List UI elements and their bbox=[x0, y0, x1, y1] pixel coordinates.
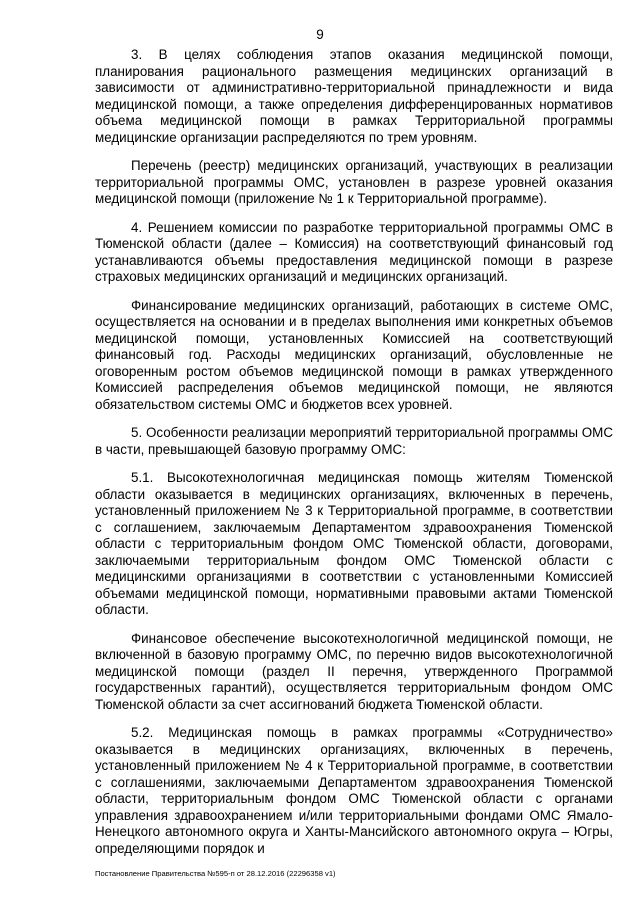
page-number: 9 bbox=[316, 27, 324, 42]
document-footer: Постановление Правительства №595-п от 28.12.2016 (22296358 v1) bbox=[95, 869, 336, 878]
paragraph-registry: Перечень (реестр) медицинских организаций, участвующих в реализации территориальной программы ОМС, установлен в разрезе уровней оказания медицинской помощи (приложение № 1 к Территориальной программе). bbox=[95, 158, 613, 206]
paragraph-financing: Финансирование медицинских организаций, работающих в системе ОМС, осуществляется на основании и в пределах выполнения ими конкретных объемов медицинской помощи, установленных Комиссией на соответствующий финансовый год. Расходы медицинских организаций, обусловленные не оговоренным ростом объемов медицинской помощи в рамках утвержденного Комиссией распределения объемов медицинской помощи, не являются обязательством системы ОМС и бюджетов всех уровней. bbox=[95, 297, 613, 412]
paragraph-high-tech-financing: Финансовое обеспечение высокотехнологичной медицинской помощи, не включенной в базовую программу ОМС, по перечню видов высокотехнологичной медицинской помощи (раздел II перечня, утвержденного Программой государственных гарантий), осуществляется территориальным фондом ОМС Тюменской области за счет ассигнований бюджета Тюменской области. bbox=[95, 630, 613, 712]
document-body bbox=[95, 47, 613, 869]
paragraph-4-commission: 4. Решением комиссии по разработке территориальной программы ОМС в Тюменской области (далее – Комиссия) на соответствующий финансовый год устанавливаются объемы предоставления медицинской помощи в разрезе страховых медицинских организаций и медицинских организаций. bbox=[95, 219, 613, 284]
paragraph-3-levels: 3. В целях соблюдения этапов оказания медицинской помощи, планирования рационального размещения медицинских организаций в зависимости от административно-территориальной принадлежности и вида медицинской помощи, а также определения дифференцированных нормативов объема медицинской помощи в рамках Территориальной программы медицинские организации распределяются по трем уровням. bbox=[95, 47, 613, 145]
paragraph-5-1-high-tech: 5.1. Высокотехнологичная медицинская помощь жителям Тюменской области оказывается в медицинских организациях, включенных в перечень, установленный приложением № 3 к Территориальной программе, в соответствии с соглашением, заключаемым Департаментом здравоохранения Тюменской области с территориальным фондом ОМС Тюменской области, договорами, заключаемыми территориальным фондом ОМС Тюменской области с медицинскими организациями в соответствии с установленными Комиссией объемами медицинской помощи, нормативными правовыми актами Тюменской области. bbox=[95, 470, 613, 617]
paragraph-5-features: 5. Особенности реализации мероприятий территориальной программы ОМС в части, превышающей базовую программу ОМС: bbox=[95, 425, 613, 457]
paragraph-5-2-cooperation: 5.2. Медицинская помощь в рамках программы «Сотрудничество» оказывается в медицинских организациях, включенных в перечень, установленный приложением № 4 к Территориальной программе, в соответствии с соглашениями, заключаемыми Департаментом здравоохранения Тюменской области, территориальным фондом ОМС Тюменской области с органами управления здравоохранением и/или территориальными фондами ОМС Ямало-Ненецкого автономного округа и Ханты-Мансийского автономного округа – Югры, определяющими порядок и bbox=[95, 725, 613, 856]
